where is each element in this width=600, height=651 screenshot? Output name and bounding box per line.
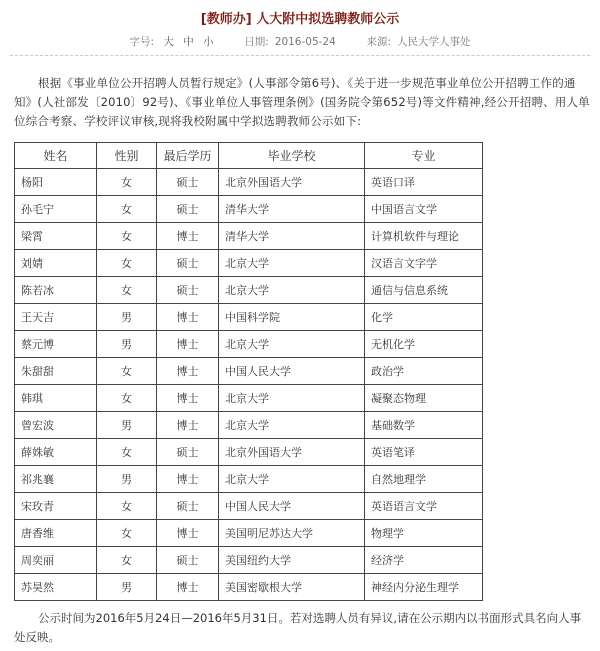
- table-row: [15, 520, 483, 547]
- cell-school: 美国密歇根大学: [219, 574, 365, 601]
- cell-major: 政治学: [365, 358, 483, 385]
- candidate-table: [14, 142, 483, 601]
- cell-gender: 女: [97, 385, 157, 412]
- cell-school: 北京外国语大学: [219, 169, 365, 196]
- cell-degree: 硕士: [157, 169, 219, 196]
- cell-name: 刘婧: [15, 250, 97, 277]
- table-row: [15, 358, 483, 385]
- cell-degree: 博士: [157, 466, 219, 493]
- cell-school: 北京大学: [219, 385, 365, 412]
- cell-degree: 博士: [157, 358, 219, 385]
- font-size-medium-link[interactable]: 中: [183, 36, 194, 48]
- intro-paragraph: 根据《事业单位公开招聘人员暂行规定》(人事部令第6号)、《关于进一步规范事业单位公开招聘工作的通知》(人社部发〔2010〕92号)、《事业单位人事管理条例》(国务院令第652号)等文件精神,经公开招聘、用人单位综合考察、学校评议审核,现将我校附属中学拟选聘教师公示如下:: [14, 76, 590, 128]
- cell-degree: 博士: [157, 520, 219, 547]
- cell-school: 中国人民大学: [219, 493, 365, 520]
- source-label: 来源:: [366, 36, 392, 48]
- cell-degree: 博士: [157, 412, 219, 439]
- cell-name: 唐香维: [15, 520, 97, 547]
- cell-name: 苏昊然: [15, 574, 97, 601]
- cell-gender: 男: [97, 466, 157, 493]
- cell-major: 物理学: [365, 520, 483, 547]
- table-row: [15, 547, 483, 574]
- cell-degree: 博士: [157, 223, 219, 250]
- cell-school: 北京大学: [219, 250, 365, 277]
- cell-school: 美国纽约大学: [219, 547, 365, 574]
- cell-major: 凝聚态物理: [365, 385, 483, 412]
- header-degree: 最后学历: [157, 143, 219, 169]
- font-size-small-link[interactable]: 小: [203, 36, 214, 48]
- source-name: 人民大学人事处: [397, 36, 471, 48]
- table-header-row: [15, 143, 483, 169]
- publish-date: 2016-05-24: [274, 36, 336, 48]
- header-major: 专业: [365, 143, 483, 169]
- cell-gender: 女: [97, 277, 157, 304]
- table-row: [15, 466, 483, 493]
- table-row: [15, 439, 483, 466]
- header-school: 毕业学校: [219, 143, 365, 169]
- cell-degree: 硕士: [157, 547, 219, 574]
- cell-gender: 女: [97, 547, 157, 574]
- cell-degree: 博士: [157, 304, 219, 331]
- table-row: [15, 250, 483, 277]
- cell-major: 基础数学: [365, 412, 483, 439]
- cell-name: 薛姝敏: [15, 439, 97, 466]
- cell-degree: 硕士: [157, 277, 219, 304]
- cell-name: 王天吉: [15, 304, 97, 331]
- cell-gender: 女: [97, 223, 157, 250]
- cell-degree: 博士: [157, 385, 219, 412]
- cell-school: 北京大学: [219, 412, 365, 439]
- cell-name: 梁霄: [15, 223, 97, 250]
- cell-major: 英语语言文学: [365, 493, 483, 520]
- font-size-label: 字号:: [129, 36, 154, 48]
- cell-school: 清华大学: [219, 196, 365, 223]
- cell-degree: 硕士: [157, 250, 219, 277]
- cell-degree: 硕士: [157, 196, 219, 223]
- cell-name: 曾宏波: [15, 412, 97, 439]
- cell-gender: 男: [97, 331, 157, 358]
- cell-degree: 硕士: [157, 493, 219, 520]
- cell-school: 美国明尼苏达大学: [219, 520, 365, 547]
- table-row: [15, 304, 483, 331]
- cell-degree: 博士: [157, 331, 219, 358]
- cell-name: 祁兆襄: [15, 466, 97, 493]
- cell-major: 中国语言文学: [365, 196, 483, 223]
- cell-name: 杨阳: [15, 169, 97, 196]
- cell-gender: 男: [97, 412, 157, 439]
- table-row: [15, 169, 483, 196]
- cell-gender: 女: [97, 250, 157, 277]
- cell-major: 化学: [365, 304, 483, 331]
- footer-paragraph: 公示时间为2016年5月24日—2016年5月31日。若对选聘人员有异议,请在公示期内以书面形式具名向人事处反映。: [14, 611, 582, 644]
- meta-divider: [10, 55, 590, 56]
- cell-school: 中国人民大学: [219, 358, 365, 385]
- cell-school: 中国科学院: [219, 304, 365, 331]
- cell-degree: 硕士: [157, 439, 219, 466]
- cell-name: 蔡元博: [15, 331, 97, 358]
- cell-school: 北京外国语大学: [219, 439, 365, 466]
- cell-school: 清华大学: [219, 223, 365, 250]
- cell-gender: 女: [97, 358, 157, 385]
- cell-major: 神经内分泌生理学: [365, 574, 483, 601]
- cell-name: 宋玫青: [15, 493, 97, 520]
- header-name: 姓名: [15, 143, 97, 169]
- table-row: [15, 331, 483, 358]
- cell-name: 韩琪: [15, 385, 97, 412]
- cell-gender: 女: [97, 493, 157, 520]
- cell-gender: 女: [97, 439, 157, 466]
- table-row: [15, 196, 483, 223]
- table-row: [15, 412, 483, 439]
- cell-name: 孙毛宁: [15, 196, 97, 223]
- table-row: [15, 385, 483, 412]
- cell-name: 朱甜甜: [15, 358, 97, 385]
- cell-school: 北京大学: [219, 277, 365, 304]
- cell-major: 通信与信息系统: [365, 277, 483, 304]
- cell-major: 汉语言文字学: [365, 250, 483, 277]
- cell-gender: 女: [97, 169, 157, 196]
- cell-school: 北京大学: [219, 331, 365, 358]
- cell-name: 陈若冰: [15, 277, 97, 304]
- table-row: [15, 277, 483, 304]
- cell-major: 无机化学: [365, 331, 483, 358]
- cell-gender: 男: [97, 574, 157, 601]
- font-size-large-link[interactable]: 大: [163, 36, 174, 48]
- table-row: [15, 493, 483, 520]
- cell-major: 计算机软件与理论: [365, 223, 483, 250]
- cell-major: 英语口译: [365, 169, 483, 196]
- header-gender: 性别: [97, 143, 157, 169]
- cell-major: 英语笔译: [365, 439, 483, 466]
- cell-school: 北京大学: [219, 466, 365, 493]
- cell-degree: 博士: [157, 574, 219, 601]
- cell-major: 自然地理学: [365, 466, 483, 493]
- article-meta: [0, 34, 600, 49]
- page-title: [教师办] 人大附中拟选聘教师公示: [200, 12, 400, 27]
- cell-major: 经济学: [365, 547, 483, 574]
- cell-gender: 女: [97, 520, 157, 547]
- table-row: [15, 574, 483, 601]
- table-row: [15, 223, 483, 250]
- cell-name: 周奕丽: [15, 547, 97, 574]
- date-label: 日期:: [244, 36, 269, 48]
- cell-gender: 女: [97, 196, 157, 223]
- cell-gender: 男: [97, 304, 157, 331]
